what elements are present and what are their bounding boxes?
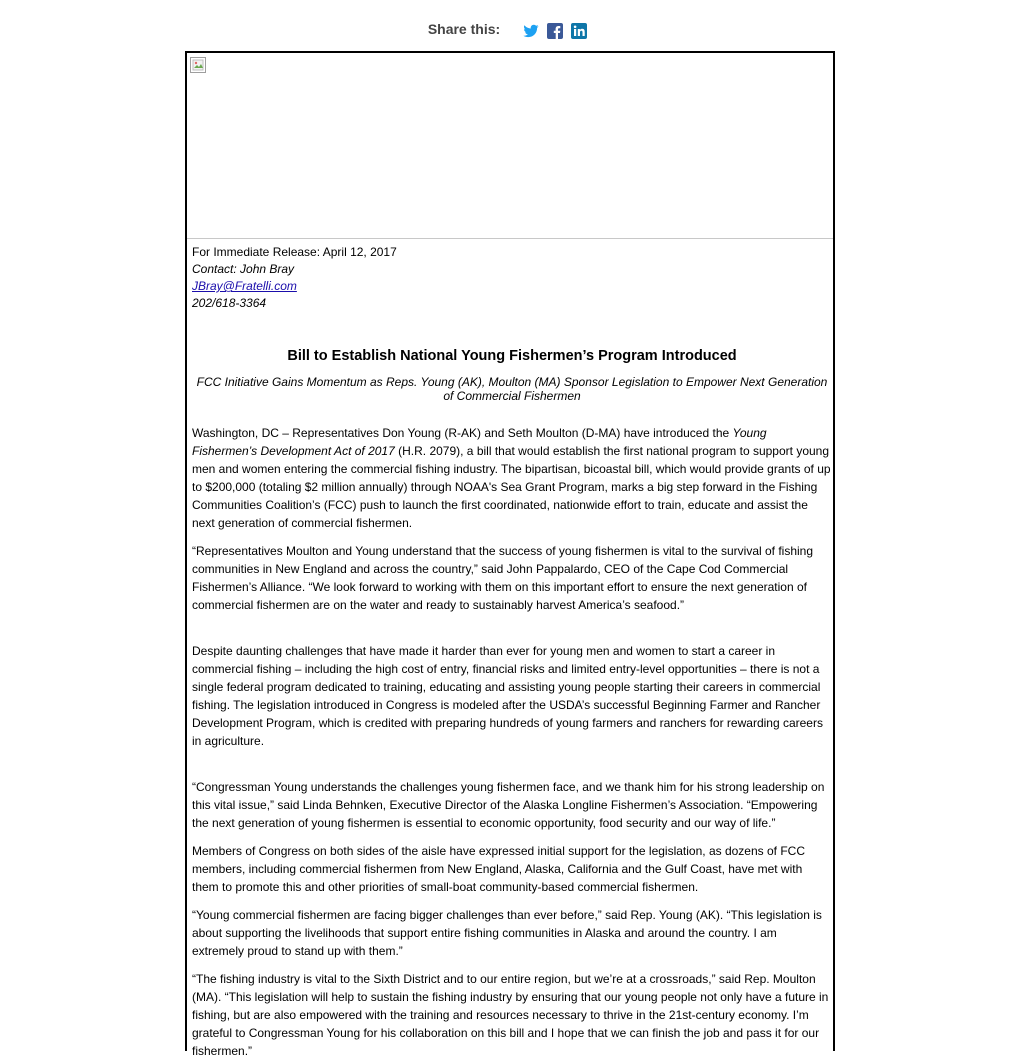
release-date: For Immediate Release: April 12, 2017	[192, 245, 397, 259]
act-name: Young Fishermen’s Development Act of 2017	[192, 426, 767, 458]
contact-email-link[interactable]: JBray@Fratelli.com	[192, 279, 297, 293]
subheadline: FCC Initiative Gains Momentum as Reps. Young (AK), Moulton (MA) Sponsor Legislation to Empower Next Generation of Commercial Fishermen	[196, 375, 828, 403]
header-image-area	[187, 53, 833, 239]
share-bar	[0, 18, 1024, 39]
linkedin-icon[interactable]	[571, 23, 587, 39]
contact-email-line	[192, 278, 832, 295]
share-label: Share this:	[427, 20, 501, 37]
contact-phone: 202/618-3364	[192, 296, 267, 310]
email-frame	[185, 51, 835, 1058]
paragraph-6: “Young commercial fishermen are facing bigger challenges than ever before,” said Rep. Young (AK). “This legislation is about supporting the livelihoods that support entire fishing communities in Alaska and around the country. I am extremely proud to stand up with them.”	[192, 908, 822, 958]
release-meta	[192, 244, 832, 312]
paragraph-5: Members of Congress on both sides of the aisle have expressed initial support for the legislation, as dozens of FCC members, including commercial fishermen from New England, Alaska, California and the Gulf Coast, have met with them to promote this and other priorities of small-boat community-based commercial fishermen.	[192, 844, 805, 894]
twitter-icon[interactable]	[523, 23, 539, 39]
broken-image-icon	[190, 57, 206, 73]
paragraph-1-lead: Washington, DC – Representatives Don Young (R-AK) and Seth Moulton (D-MA) have introduced the	[192, 426, 733, 440]
paragraph-7: “The fishing industry is vital to the Sixth District and to our entire region, but we’re at a crossroads,” said Rep. Moulton (MA). “This legislation will help to sustain the fishing industry by ensuring that our young people not only have a future in fishing, but are also empowered with the training and resources necessary to thrive in the 21st-century economy. I’m grateful to Congressman Young for his collaboration on this bill and I hope that we can finish the job and pass it for our fishermen.”	[192, 972, 829, 1058]
share-icons	[523, 23, 587, 39]
paragraph-1-rest: (H.R. 2079), a bill that would establish the first national program to support young men and women entering the commercial fishing industry. The bipartisan, bicoastal bill, which would provide grants of up to $200,000 (totaling $2 million annually) through NOAA's Sea Grant Program, marks a big step forward in the Fishing Communities Coalition’s (FCC) push to launch the first coordinated, nationwide effort to train, educate and assist the next generation of commercial fishermen.	[192, 444, 831, 530]
press-release-content	[192, 244, 832, 1060]
paragraph-2: “Representatives Moulton and Young understand that the success of young fishermen is vital to the survival of fishing communities in New England and across the country,” said John Pappalardo, CEO of the Cape Cod Commercial Fishermen’s Alliance. “We look forward to working with them on this important effort to ensure the next generation of commercial fishermen are on the water and ready to sustainably harvest America’s seafood.”	[192, 544, 814, 612]
paragraph-1	[192, 424, 832, 532]
contact-name: Contact: John Bray	[192, 262, 295, 276]
facebook-icon[interactable]	[547, 23, 563, 39]
paragraph-4: “Congressman Young understands the challenges young fishermen face, and we thank him for his strong leadership on this vital issue,” said Linda Behnken, Executive Director of the Alaska Longline Fishermen’s Association. “Empowering the next generation of young fishermen is essential to economic opportunity, food security and our way of life.”	[192, 780, 825, 830]
paragraph-3: Despite daunting challenges that have made it harder than ever for young men and women to start a career in commercial fishing – including the high cost of entry, financial risks and limited entry-level opportunities – there is not a single federal program dedicated to training, educating and assisting young people starting their careers in commercial fishing. The legislation introduced in Congress is modeled after the USDA’s successful Beginning Farmer and Rancher Development Program, which is credited with preparing hundreds of young farmers and ranchers for rewarding careers in agriculture.	[192, 644, 823, 748]
headline: Bill to Establish National Young Fishermen’s Program Introduced	[287, 348, 737, 364]
